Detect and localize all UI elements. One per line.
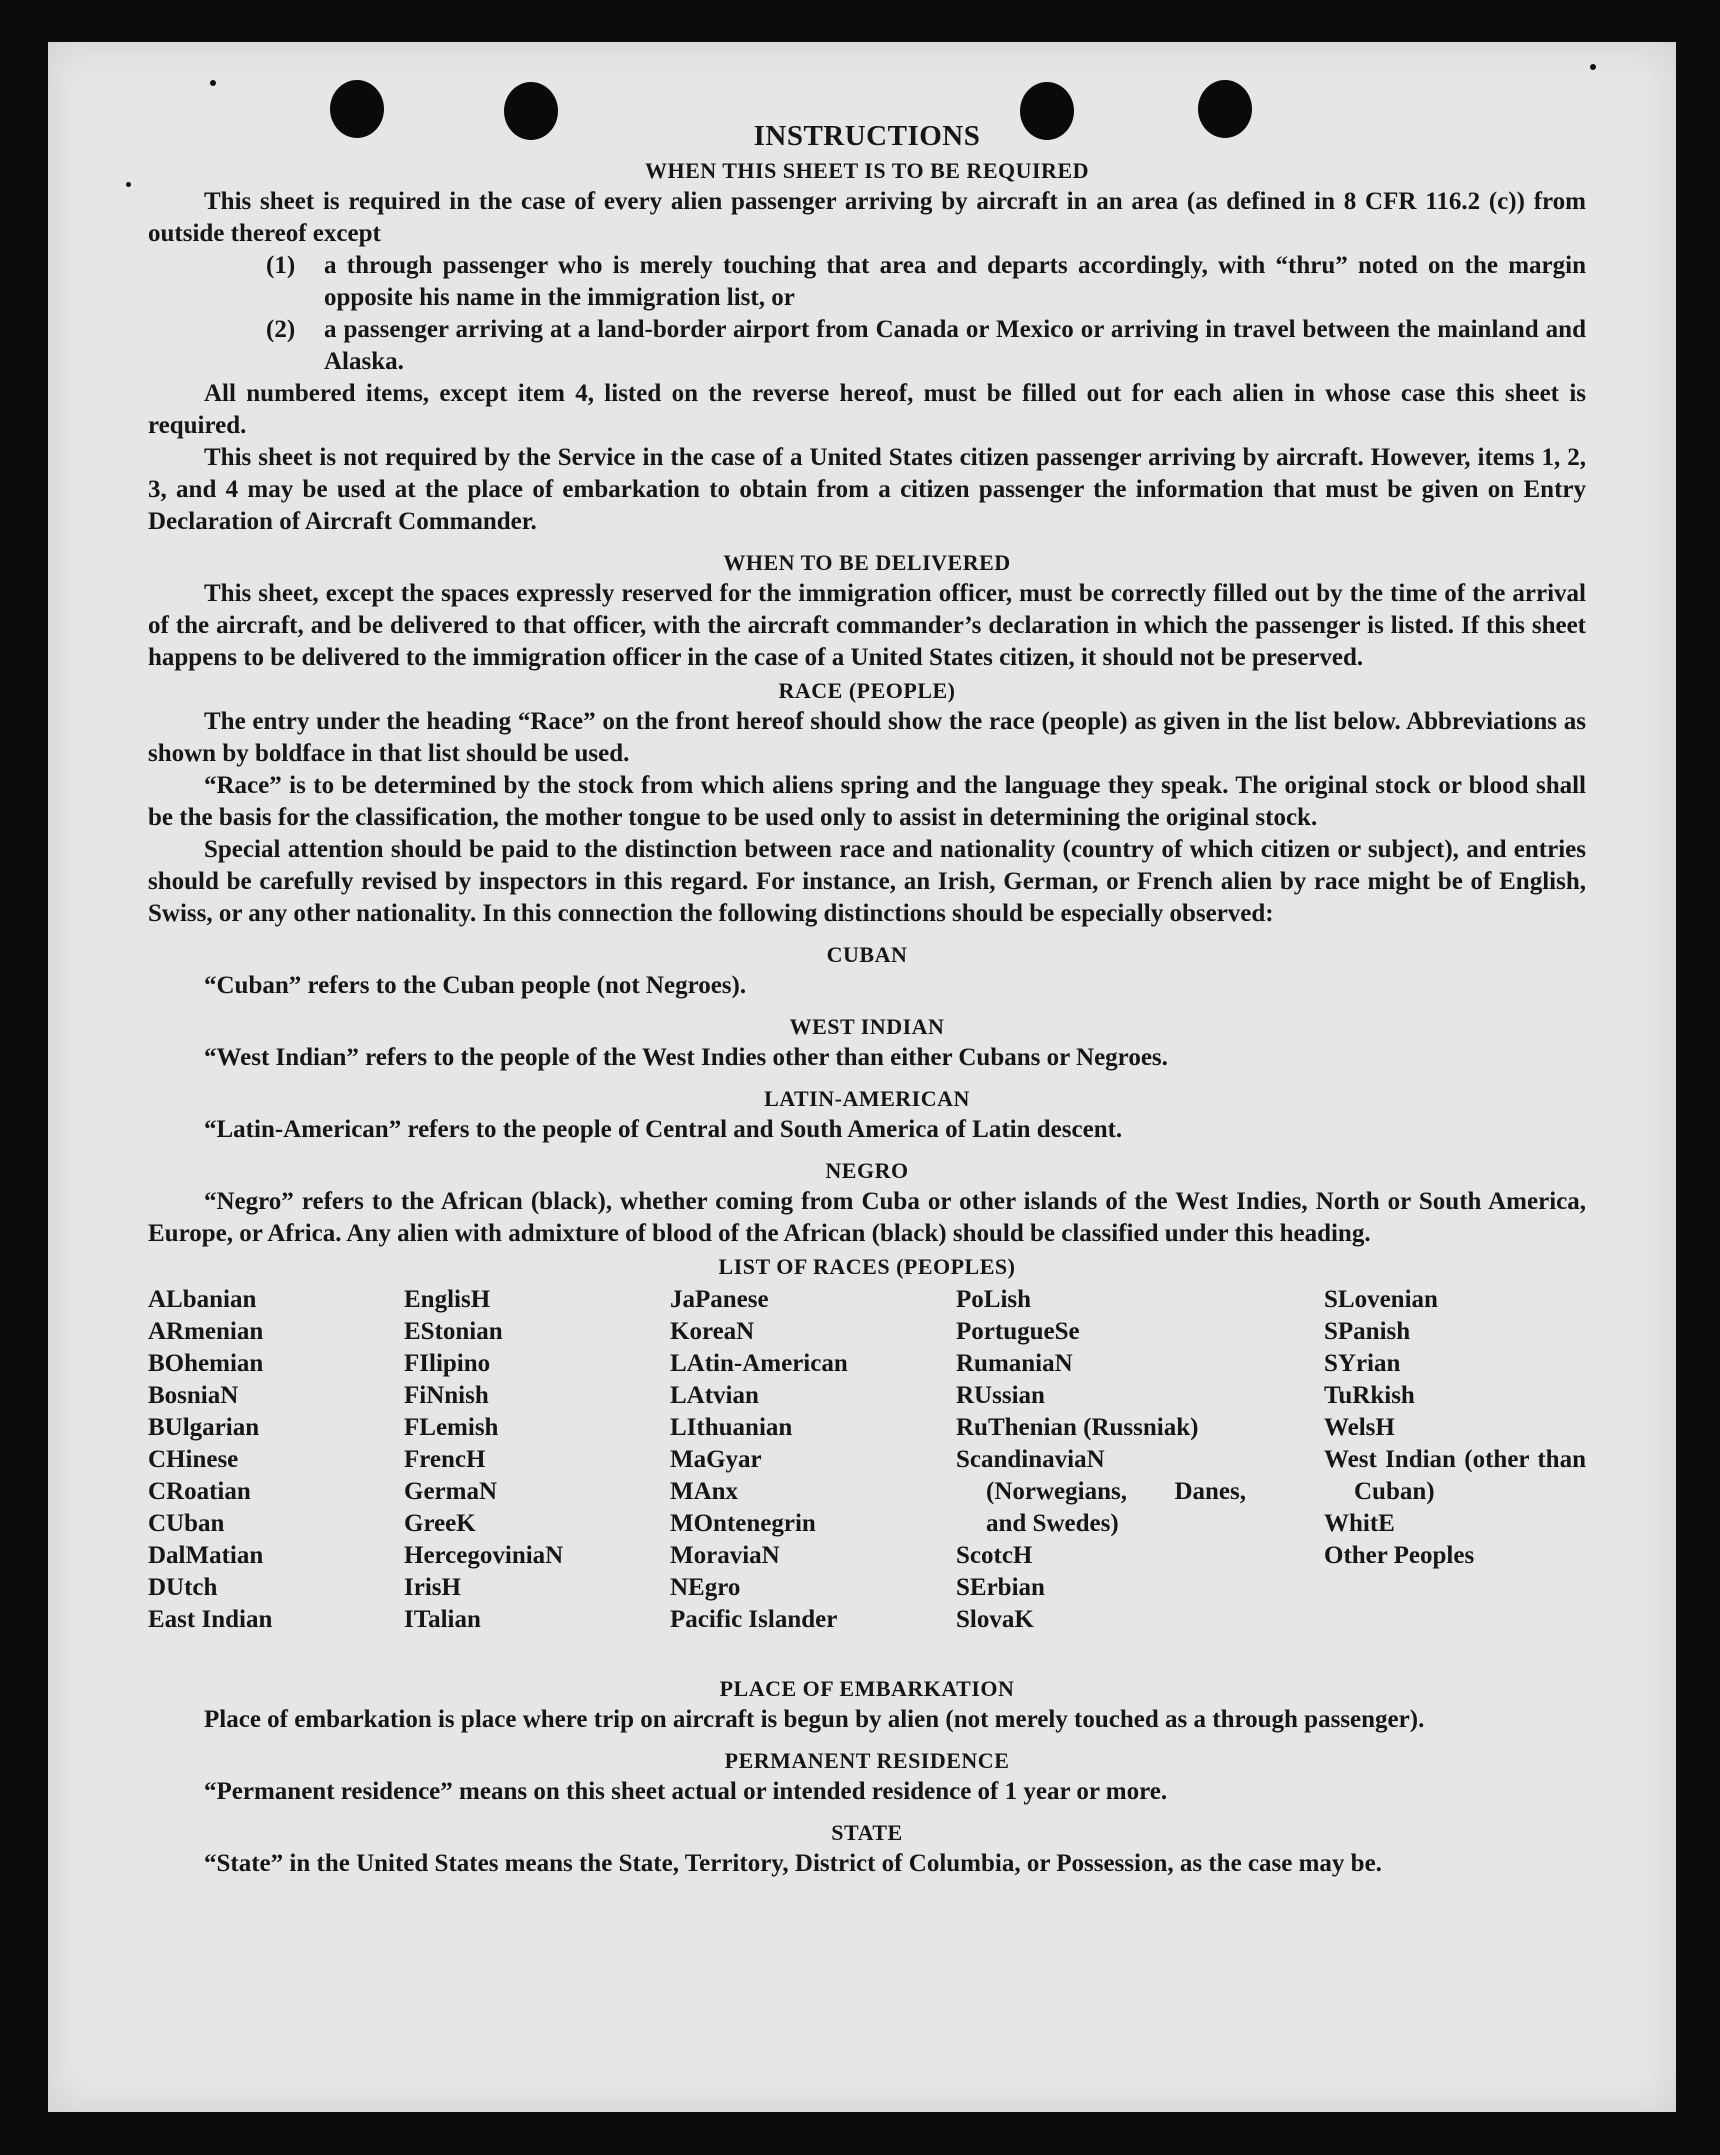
heading-cuban: CUBAN: [826, 942, 908, 967]
race-item: ALbanian: [148, 1286, 257, 1313]
heading-permanent-residence: PERMANENT RESIDENCE: [724, 1748, 1010, 1773]
race-item: MoraviaN: [670, 1542, 780, 1569]
speck: [126, 182, 131, 187]
exception-number: (1): [266, 252, 296, 279]
paragraph-latin-american: “Latin-American” refers to the people of Central and South America of Latin descent.: [204, 1116, 1123, 1143]
race-item: DalMatian: [148, 1542, 264, 1569]
paragraph-negro: “Negro” refers to the African (black), whether coming from Cuba or other islands of the West Indies, North or South America, Europe, or Africa. Any alien with admixture of blood of the African (black) should be classified under this heading.: [148, 1188, 1586, 1247]
race-item: FLemish: [404, 1414, 499, 1441]
race-item: LAtin-American: [670, 1350, 848, 1377]
race-item: LIthuanian: [670, 1414, 793, 1441]
heading-west-indian: WEST INDIAN: [789, 1014, 945, 1039]
races-column: [404, 1284, 654, 1636]
races-column: [1324, 1284, 1586, 1572]
paragraph-west-indian: “West Indian” refers to the people of the West Indies other than either Cubans or Negroes.: [204, 1044, 1168, 1071]
race-item: ScandinaviaN (Norwegians, Danes, and Swedes): [956, 1446, 1246, 1537]
race-item: SPanish: [1324, 1318, 1411, 1345]
race-item: FiNnish: [404, 1382, 489, 1409]
race-item: BosniaN: [148, 1382, 239, 1409]
race-item: MAnx: [670, 1478, 739, 1505]
races-list: [148, 1284, 1586, 1664]
heading-place-of-embarkation: PLACE OF EMBARKATION: [719, 1676, 1015, 1701]
race-item: WhitE: [1324, 1510, 1395, 1537]
race-item: WelsH: [1324, 1414, 1395, 1441]
exception-text: a passenger arriving at a land-border airport from Canada or Mexico or arriving in travel between the mainland and Alaska.: [324, 316, 1586, 375]
race-item: EnglisH: [404, 1286, 491, 1313]
speck: [1590, 64, 1596, 70]
race-item: JaPanese: [670, 1286, 769, 1313]
speck: [210, 80, 216, 86]
race-item: SLovenian: [1324, 1286, 1438, 1313]
exception-item: [266, 250, 1586, 314]
exception-number: (2): [266, 316, 296, 343]
races-column: [148, 1284, 388, 1636]
race-item: SlovaK: [956, 1606, 1034, 1633]
races-column: [956, 1284, 1246, 1636]
paragraph-state: “State” in the United States means the State, Territory, District of Columbia, or Possession, as the case may be.: [204, 1850, 1382, 1877]
heading-list-of-races: LIST OF RACES (PEOPLES): [718, 1254, 1016, 1279]
heading-when-required: WHEN THIS SHEET IS TO BE REQUIRED: [644, 158, 1090, 183]
heading-latin-american: LATIN-AMERICAN: [764, 1086, 970, 1111]
race-item: FIlipino: [404, 1350, 491, 1377]
heading-negro: NEGRO: [825, 1158, 909, 1183]
heading-when-delivered: WHEN TO BE DELIVERED: [723, 550, 1011, 575]
race-item: PortugueSe: [956, 1318, 1080, 1345]
race-item: GreeK: [404, 1510, 476, 1537]
race-item: SYrian: [1324, 1350, 1401, 1377]
race-item: ITalian: [404, 1606, 481, 1633]
instructions-text: [148, 118, 1586, 1880]
paragraph-numbered-items: All numbered items, except item 4, listed on the reverse hereof, must be filled out for each alien in whose case this sheet is required.: [148, 380, 1586, 439]
race-item: EStonian: [404, 1318, 503, 1345]
heading-state: STATE: [831, 1820, 903, 1845]
race-item: ScotcH: [956, 1542, 1033, 1569]
race-item: CUban: [148, 1510, 225, 1537]
race-item: SErbian: [956, 1574, 1045, 1601]
race-item: PoLish: [956, 1286, 1032, 1313]
race-item: MOntenegrin: [670, 1510, 816, 1537]
exceptions-list: [266, 250, 1586, 378]
paragraph-when-required: This sheet is required in the case of every alien passenger arriving by aircraft in an area (as defined in 8 CFR 116.2 (c)) from outside thereof except: [148, 188, 1586, 247]
race-item: DUtch: [148, 1574, 218, 1601]
paragraph-when-delivered: This sheet, except the spaces expressly reserved for the immigration officer, must be correctly filled out by the time of the arrival of the aircraft, and be delivered to that officer, with the aircraft commander’s declaration in which the passenger is listed. If this sheet happens to be delivered to the immigration officer in the case of a United States citizen, it should not be preserved.: [148, 580, 1586, 671]
paragraph-cuban: “Cuban” refers to the Cuban people (not Negroes).: [204, 972, 747, 999]
race-item: Pacific Islander: [670, 1606, 838, 1633]
race-item: CHinese: [148, 1446, 239, 1473]
page-title: INSTRUCTIONS: [753, 120, 981, 152]
race-item: BUlgarian: [148, 1414, 260, 1441]
race-item: Other Peoples: [1324, 1542, 1475, 1569]
document-page: [48, 42, 1676, 2112]
race-item: BOhemian: [148, 1350, 264, 1377]
paragraph-place-of-embarkation: Place of embarkation is place where trip on aircraft is begun by alien (not merely touched as a through passenger).: [204, 1706, 1425, 1733]
race-item: LAtvian: [670, 1382, 759, 1409]
paragraph-race-1: The entry under the heading “Race” on the front hereof should show the race (people) as given in the list below. Abbreviations as shown by boldface in that list should be used.: [148, 708, 1586, 767]
paragraph-permanent-residence: “Permanent residence” means on this sheet actual or intended residence of 1 year or more.: [204, 1778, 1168, 1805]
race-item: West Indian (other than Cuban): [1324, 1446, 1586, 1505]
heading-race: RACE (PEOPLE): [778, 678, 956, 703]
paragraph-race-2: “Race” is to be determined by the stock from which aliens spring and the language they speak. The original stock or blood shall be the basis for the classification, the mother tongue to be used only to assist in determining the original stock.: [148, 772, 1586, 831]
paragraph-citizen: This sheet is not required by the Service in the case of a United States citizen passenger arriving by aircraft. However, items 1, 2, 3, and 4 may be used at the place of embarkation to obtain from a citizen passenger the information that must be given on Entry Declaration of Aircraft Commander.: [148, 444, 1586, 535]
paragraph-race-3: Special attention should be paid to the distinction between race and nationality (country of which citizen or subject), and entries should be carefully revised by inspectors in this regard. For instance, an Irish, German, or French alien by race might be of English, Swiss, or any other nationality. In this connection the following distinctions should be especially observed:: [148, 836, 1586, 927]
race-item: GermaN: [404, 1478, 498, 1505]
race-item: IrisH: [404, 1574, 461, 1601]
race-item: TuRkish: [1324, 1382, 1415, 1409]
race-item: KoreaN: [670, 1318, 755, 1345]
race-item: RumaniaN: [956, 1350, 1073, 1377]
race-item: MaGyar: [670, 1446, 762, 1473]
race-item: NEgro: [670, 1574, 741, 1601]
race-item: ARmenian: [148, 1318, 264, 1345]
race-item: East Indian: [148, 1606, 273, 1633]
race-item: HercegoviniaN: [404, 1542, 564, 1569]
race-item: RUssian: [956, 1382, 1045, 1409]
exception-item: [266, 314, 1586, 378]
exception-text: a through passenger who is merely touching that area and departs accordingly, with “thru” noted on the margin opposite his name in the immigration list, or: [324, 252, 1586, 311]
race-item: FrencH: [404, 1446, 486, 1473]
races-column: [670, 1284, 940, 1636]
race-item: CRoatian: [148, 1478, 251, 1505]
race-item: RuThenian (Russniak): [956, 1414, 1199, 1441]
